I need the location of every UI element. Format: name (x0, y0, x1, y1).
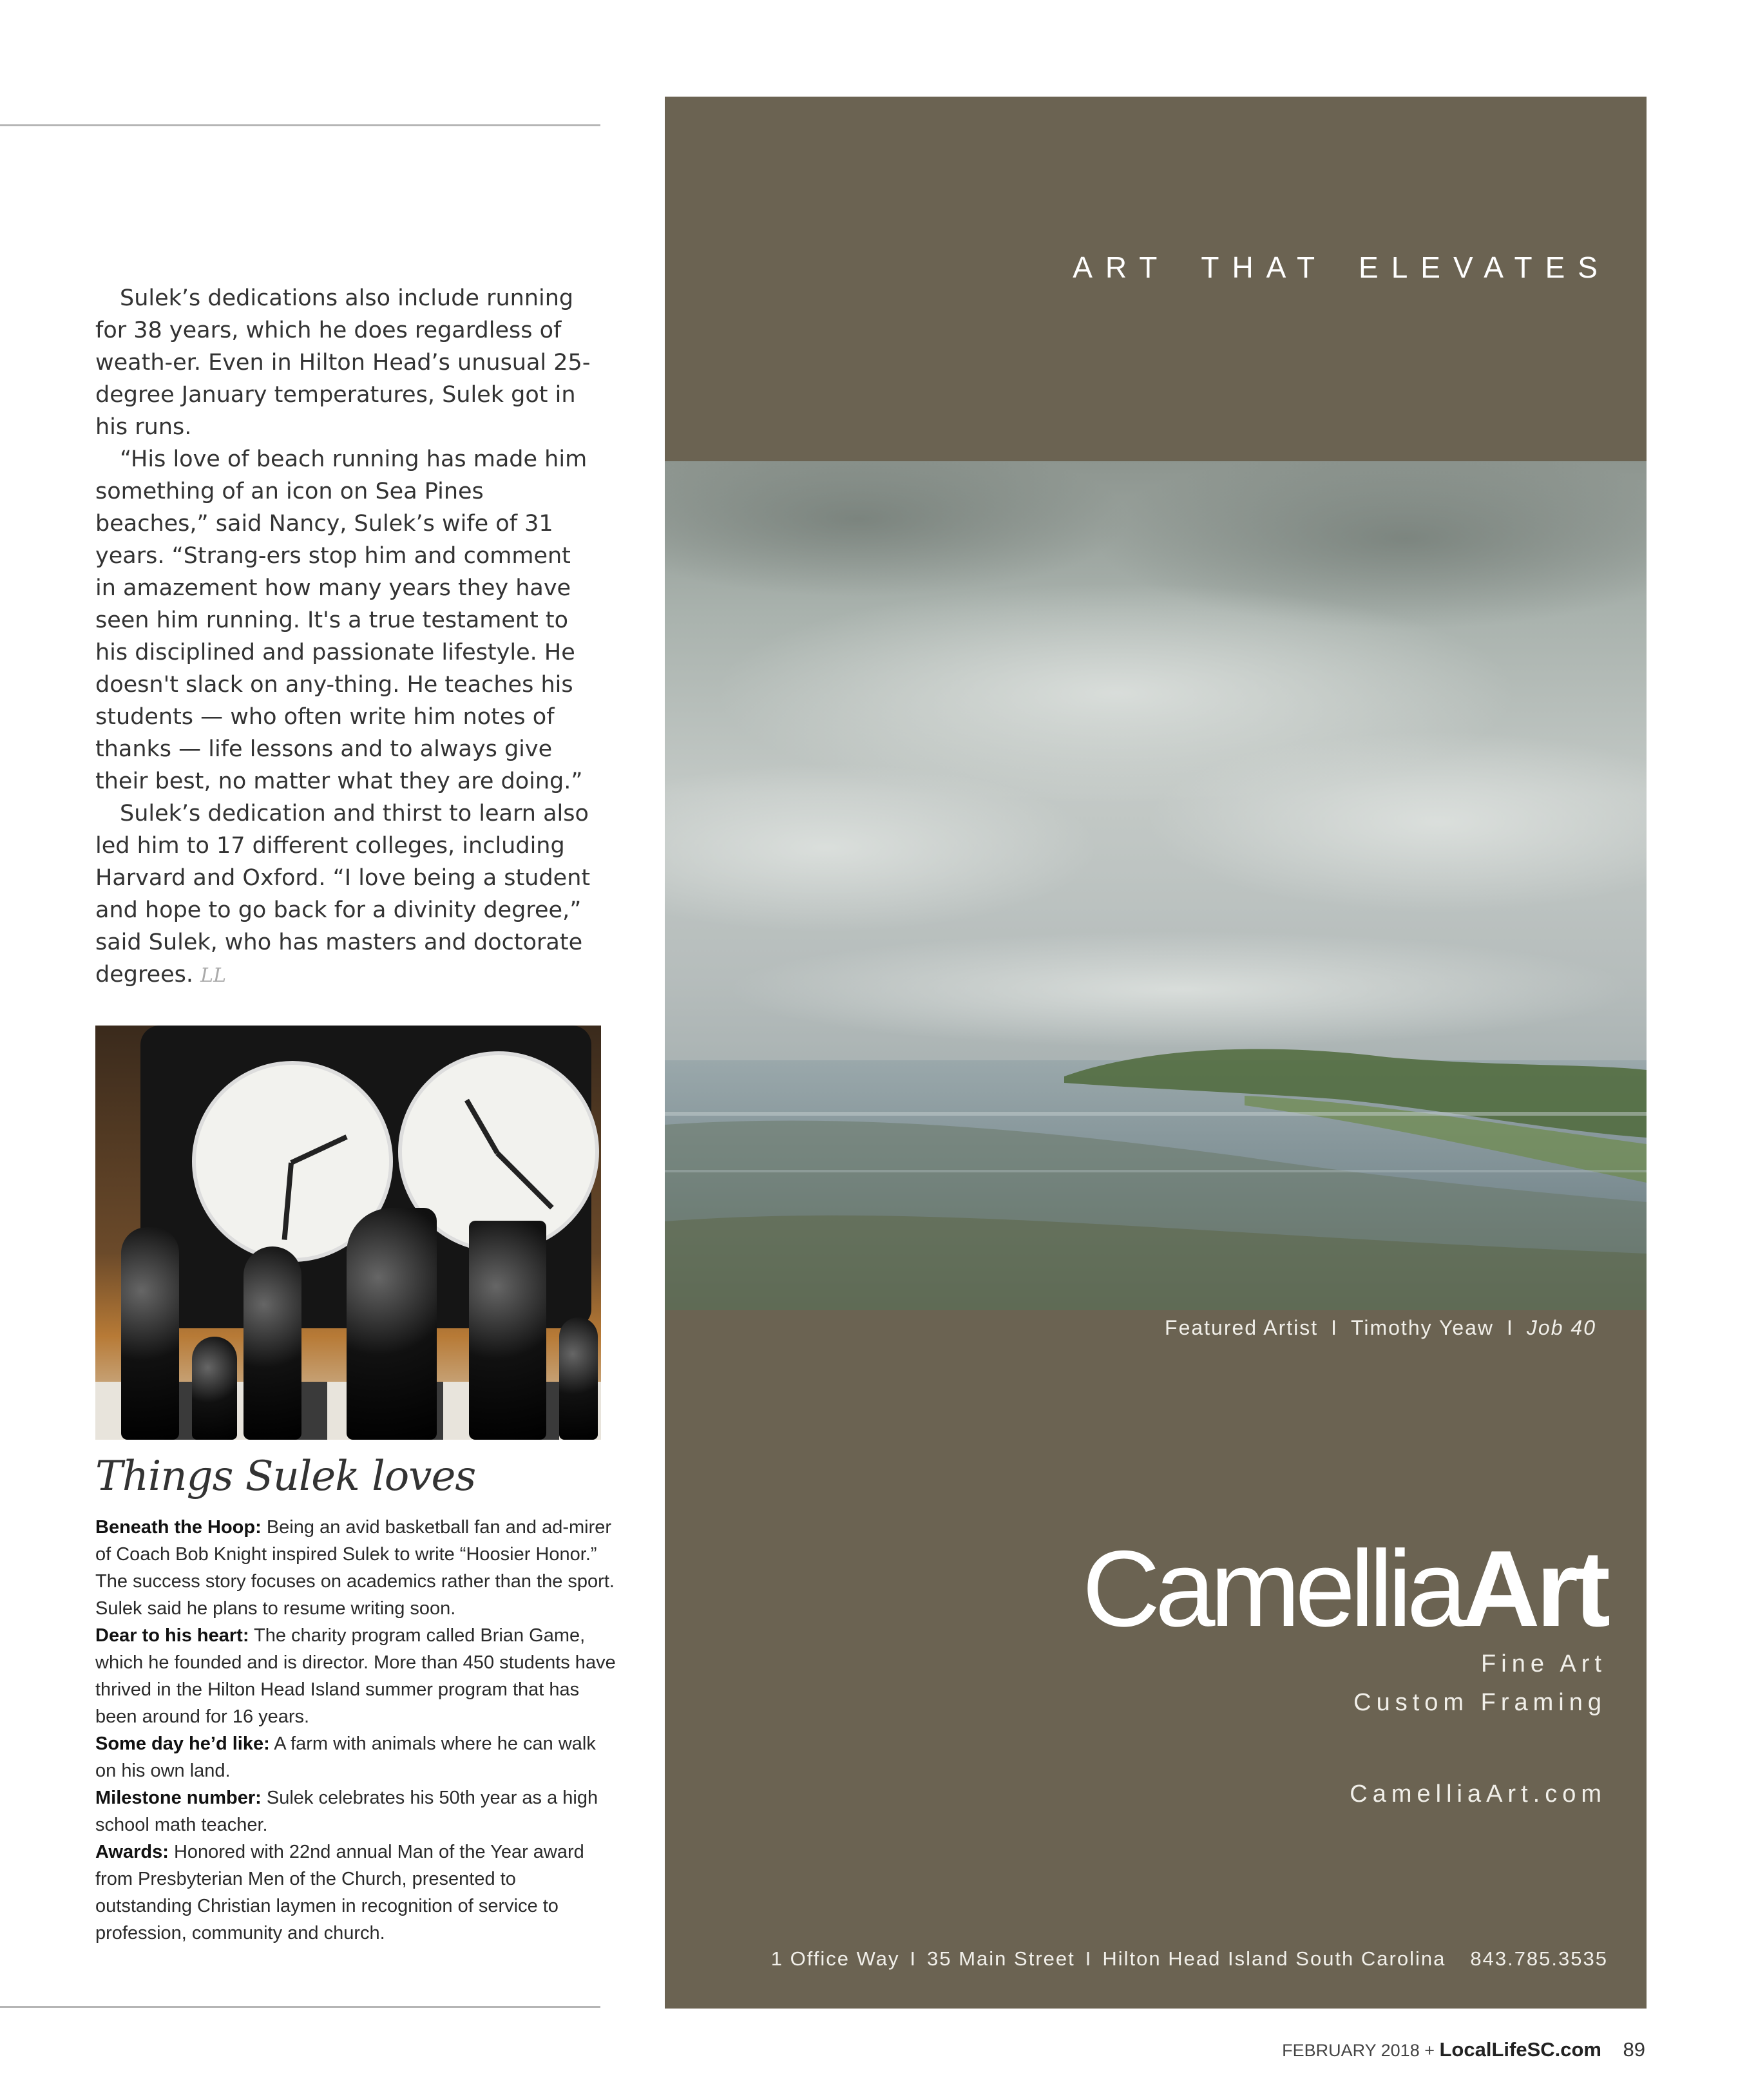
tagline-word: ELEVATES (1359, 251, 1610, 284)
camellia-art-logo (1082, 1528, 1607, 1649)
sidebar-item-text: Honored with 22nd annual Man of the Year award from Presbyterian Men of the Church, presented to outstanding Christian laymen in recognition of service to profession, community and church. (95, 1842, 584, 1943)
address-separator: I (910, 1947, 917, 1970)
article-paragraph-text: Sulek’s dedication and thirst to learn also led him to 17 different colleges, including Harvard and Oxford. “I love being a student and hope to go back for a divinity degree,” said Sulek, who has masters and doctorate degrees. (95, 801, 591, 988)
ad-tagline (1073, 250, 1610, 285)
sidebar-item-text: Being an avid basketball fan and ad-mirer of Coach Bob Knight inspired Sulek to write “Hoosier Honor.” The success story focuses on academics rather than the sport. Sulek said he plans to resume writing soon. (95, 1517, 615, 1619)
caption-work: Job 40 (1526, 1316, 1596, 1339)
sidebar-item (95, 1838, 617, 1947)
footer-site: LocalLifeSC.com (1439, 2038, 1601, 2061)
footer-issue: FEBRUARY 2018 + (1282, 2041, 1435, 2060)
chess-clock-photo (95, 1026, 601, 1440)
sidebar-item (95, 1514, 617, 1622)
article-body (95, 282, 598, 992)
article-paragraph: Sulek’s dedications also include running for 38 years, which he does regardless of weath-er. Even in Hilton Head’s unusual 25-degree January temperatures, Sulek got in his runs. (95, 285, 591, 440)
caption-label: Featured Artist (1165, 1316, 1319, 1339)
sidebar-item-text: The charity program called Brian Game, which he founded and is director. More than 450 students have thrived in the Hilton Head Island summer program that has been around for 16 years. (95, 1625, 616, 1727)
chess-king (121, 1227, 179, 1440)
featured-painting (665, 461, 1647, 1310)
caption-separator: I (1331, 1316, 1338, 1339)
address-line: 1 Office Way (770, 1947, 900, 1970)
caption-artist: Timothy Yeaw (1351, 1316, 1494, 1339)
chess-pawn (559, 1317, 598, 1440)
sidebar-list (95, 1514, 617, 1947)
top-divider (0, 124, 600, 126)
service-fine-art: Fine Art (1481, 1650, 1607, 1677)
ad-address (771, 1947, 1608, 1971)
tagline-word: ART (1073, 251, 1170, 284)
painting-caption (1165, 1316, 1596, 1340)
page-footer (1282, 2038, 1645, 2061)
sidebar-item (95, 1622, 617, 1730)
sidebar-item-label: Some day he’d like: (95, 1733, 270, 1754)
address-line: Hilton Head Island South Carolina (1102, 1947, 1446, 1970)
logo-light: Camellia (1082, 1528, 1462, 1649)
sidebar-item-label: Dear to his heart: (95, 1625, 249, 1646)
chess-knight (347, 1208, 437, 1440)
sidebar-item (95, 1784, 617, 1838)
article-paragraph: “His love of beach running has made him something of an icon on Sea Pines beaches,” said Nancy, Sulek’s wife of 31 years. “Strang-ers stop him and comment in amazement how many years they have seen him running. It's a true testament to his disciplined and passionate lifestyle. He doesn't slack on any-thing. He teaches his students — who often write him notes of thanks — life lessons and to always give their best, no matter what they are doing.” (95, 446, 587, 794)
camellia-art-ad (665, 97, 1647, 2009)
logo-bold: Art (1462, 1528, 1607, 1649)
chess-rook (469, 1221, 546, 1440)
sidebar-item-text: Sulek celebrates his 50th year as a high school math teacher. (95, 1788, 598, 1835)
article-signoff: LL (200, 964, 226, 987)
service-custom-framing: Custom Framing (1353, 1689, 1607, 1716)
ad-website: CamelliaArt.com (1350, 1780, 1607, 1808)
sidebar-title: Things Sulek loves (95, 1453, 476, 1500)
ad-phone: 843.785.3535 (1470, 1947, 1608, 1970)
sidebar-item (95, 1730, 617, 1784)
tagline-word: THAT (1201, 251, 1328, 284)
sidebar-item-label: Awards: (95, 1842, 169, 1862)
chess-bishop (244, 1246, 301, 1440)
sidebar-item-label: Milestone number: (95, 1788, 262, 1808)
chess-pawn (192, 1337, 237, 1440)
page-number: 89 (1623, 2038, 1645, 2061)
sidebar-item-label: Beneath the Hoop: (95, 1517, 262, 1538)
article-paragraph (95, 797, 598, 992)
caption-separator: I (1507, 1316, 1514, 1339)
bottom-divider (0, 2006, 600, 2008)
address-separator: I (1085, 1947, 1093, 1970)
address-line: 35 Main Street (927, 1947, 1075, 1970)
sidebar-item-text: A farm with animals where he can walk on his own land. (95, 1733, 596, 1781)
